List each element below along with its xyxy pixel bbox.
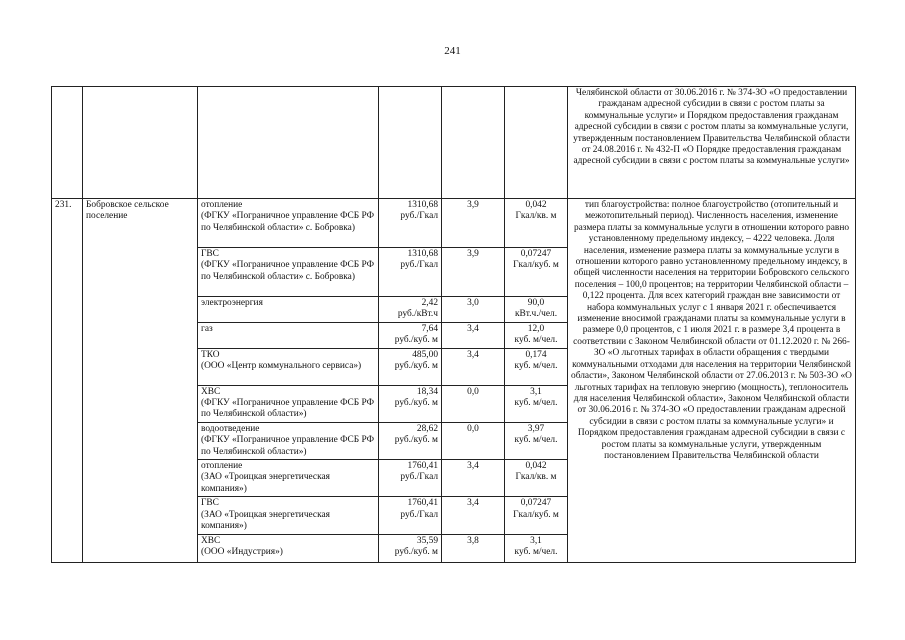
index-value: 3,8 [442, 534, 505, 562]
entry-number: 231. [52, 199, 83, 563]
service-name: электроэнергия [198, 297, 379, 323]
index-value: 0,0 [442, 422, 505, 459]
tariff-value: 1310,68 руб./Гкал [379, 199, 442, 248]
norm-value: 3,97 куб. м/чел. [505, 422, 568, 459]
tariff-value: 2,42 руб./кВт.ч [379, 297, 442, 323]
index-value: 3,4 [442, 322, 505, 348]
service-name: ХВС (ФГКУ «Пограничное управление ФСБ РФ по Челябинской области») [198, 385, 379, 422]
tariff-value: 28,62 руб./куб. м [379, 422, 442, 459]
norm-value: 0,042 Гкал/кв. м [505, 199, 568, 248]
continuation-row [52, 87, 856, 199]
tariff-value: 1760,41 руб./Гкал [379, 460, 442, 497]
service-name: отопление (ЗАО «Троицкая энергетическая компания») [198, 460, 379, 497]
norm-value: 0,07247 Гкал/куб. м [505, 248, 568, 297]
tariff-value: 7,64 руб./куб. м [379, 322, 442, 348]
service-name: отопление (ФГКУ «Пограничное управление ФСБ РФ по Челябинской области» с. Бобровка) [198, 199, 379, 248]
index-value: 3,4 [442, 497, 505, 534]
service-row [52, 199, 856, 248]
norm-value: 0,07247 Гкал/куб. м [505, 497, 568, 534]
continuation-text: Челябинской области от 30.06.2016 г. № 374-ЗО «О предоставлении гражданам адресной субсидии в связи с ростом платы за коммунальные услуги» и Порядком предоставления гражданам адресной субсидии в связи с ростом платы за коммунальные услуги, утвержденным постановлением Правительства Челябинской области от 24.08.2016 г. № 432-П «О Порядке предоставления гражданам адресной субсидии в связи с ростом платы за коммунальные услуги» [568, 87, 856, 199]
index-value: 3,9 [442, 199, 505, 248]
service-name: ГВС (ЗАО «Троицкая энергетическая компания») [198, 497, 379, 534]
tariff-value: 35,59 руб./куб. м [379, 534, 442, 562]
index-value: 3,4 [442, 348, 505, 385]
index-value: 3,0 [442, 297, 505, 323]
tariff-value: 1310,68 руб./Гкал [379, 248, 442, 297]
tariff-value: 485,00 руб./куб. м [379, 348, 442, 385]
service-name: ГВС (ФГКУ «Пограничное управление ФСБ РФ по Челябинской области» с. Бобровка) [198, 248, 379, 297]
index-value: 3,9 [442, 248, 505, 297]
tariff-value: 1760,41 руб./Гкал [379, 497, 442, 534]
norm-value: 12,0 куб. м/чел. [505, 322, 568, 348]
tariff-table [51, 86, 856, 563]
norm-value: 3,1 куб. м/чел. [505, 534, 568, 562]
page-number: 241 [444, 45, 461, 57]
norm-value: 0,042 Гкал/кв. м [505, 460, 568, 497]
entry-description: тип благоустройства: полное благоустройство (отопительный и межотопительный период). Численность населения, изменение размера платы за коммунальные услуги в отношении которого равно установленному предельному индексу, – 4222 человека. Доля населения, изменение размера платы за коммунальные услуги в отношении которого равно установленному предельному индексу, в общей численности населения на территории Бобровского сельского поселения – 100,0 процентов; на территории Челябинской области – 0,122 процента. Для всех категорий граждан вне зависимости от набора коммунальных услуг с 1 января 2021 г. обеспечивается изменение вносимой гражданами платы за коммунальные услуги в размере 0,0 процентов, с 1 июля 2021 г. в размере 3,4 процента в соответствии с Законом Челябинской области от 01.12.2020 г. № 266-ЗО «О льготных тарифах в области обращения с твердыми коммунальными отходами для населения на территории Челябинской области», Законом Челябинской области от 27.06.2013 г. № 503-ЗО «О льготных тарифах на тепловую энергию (мощность), теплоноситель для населения Челябинской области», Законом Челябинской области от 30.06.2016 г. № 374-ЗО «О предоставлении гражданам адресной субсидии в связи с ростом платы за коммунальные услуги» и Порядком предоставления гражданам адресной субсидии в связи с ростом платы за коммунальные услуги, утвержденным постановлением Правительства Челябинской области [568, 199, 856, 563]
municipality-name: Бобровское сельское поселение [83, 199, 198, 563]
tariff-value: 18,34 руб./куб. м [379, 385, 442, 422]
index-value: 0,0 [442, 385, 505, 422]
norm-value: 3,1 куб. м/чел. [505, 385, 568, 422]
service-name: водоотведение (ФГКУ «Пограничное управление ФСБ РФ по Челябинской области») [198, 422, 379, 459]
service-name: ХВС (ООО «Индустрия») [198, 534, 379, 562]
service-name: ТКО (ООО «Центр коммунального сервиса») [198, 348, 379, 385]
norm-value: 0,174 куб. м/чел. [505, 348, 568, 385]
index-value: 3,4 [442, 460, 505, 497]
norm-value: 90,0 кВт.ч./чел. [505, 297, 568, 323]
service-name: газ [198, 322, 379, 348]
